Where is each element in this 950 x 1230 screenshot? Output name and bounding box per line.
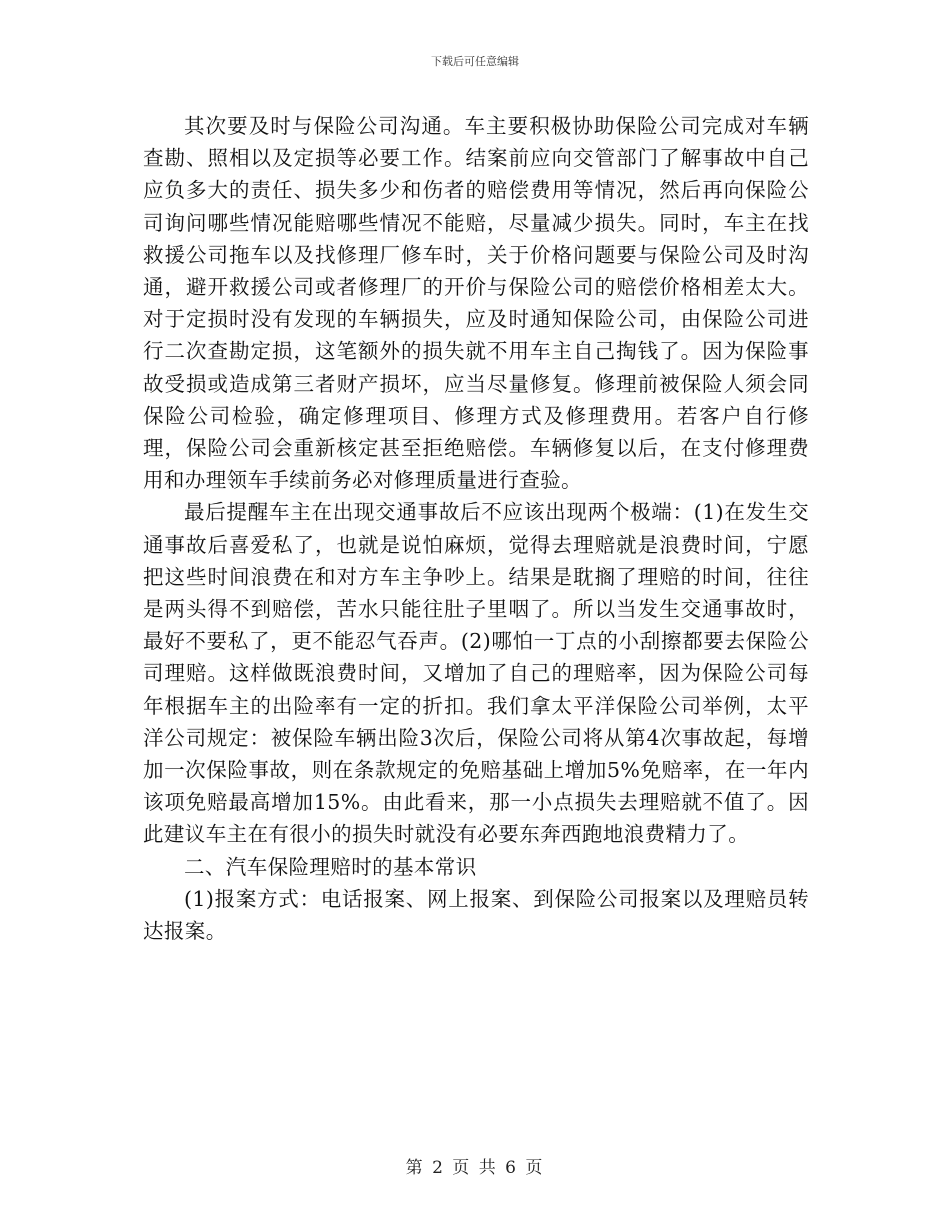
paragraph-two-extremes: 最后提醒车主在出现交通事故后不应该出现两个极端：(1)在发生交通事故后喜爱私了，也就是说怕麻烦，觉得去理赔就是浪费时间，宁愿把这些时间浪费在和对方车主争吵上。结果是耽搁了理赔的时间，往往是两头得不到赔偿，苦水只能往肚子里咽了。所以当发生交通事故时，最好不要私了，更不能忍气吞声。(2)哪怕一丁点的小刮擦都要去保险公司理赔。这样做既浪费时间，又增加了自己的理赔率，因为保险公司每年根据车主的出险率有一定的折扣。我们拿太平洋保险公司举例，太平洋公司规定：被保险车辆出险3次后，保险公司将从第4次事故起，每增加一次保险事故，则在条款规定的免赔基础上增加5%免赔率，在一年内该项免赔最高增加15%。由此看来，那一小点损失去理赔就不值了。因此建议车主在有很小的损失时就没有必要东奔西跑地浪费精力了。	[143, 500, 809, 847]
page-header: 下载后可任意编辑	[431, 55, 519, 68]
section-heading: 二、汽车保险理赔时的基本常识	[184, 854, 477, 879]
page-number: 第 2 页 共 6 页	[405, 1158, 545, 1178]
paragraph-report-methods: (1)报案方式：电话报案、网上报案、到保险公司报案以及理赔员转达报案。	[143, 886, 809, 944]
paragraph-communication: 其次要及时与保险公司沟通。车主要积极协助保险公司完成对车辆查勘、照相以及定损等必要工作。结案前应向交管部门了解事故中自己应负多大的责任、损失多少和伤者的赔偿费用等情况，然后再向保险公司询问哪些情况能赔哪些情况不能赔，尽量减少损失。同时，车主在找救援公司拖车以及找修理厂修车时，关于价格问题要与保险公司及时沟通，避开救援公司或者修理厂的开价与保险公司的赔偿价格相差太大。对于定损时没有发现的车辆损失，应及时通知保险公司，由保险公司进行二次查勘定损，这笔额外的损失就不用车主自己掏钱了。因为保险事故受损或造成第三者财产损坏，应当尽量修复。修理前被保险人须会同保险公司检验，确定修理项目、修理方式及修理费用。若客户自行修理，保险公司会重新核定甚至拒绝赔偿。车辆修复以后，在支付修理费用和办理领车手续前务必对修理质量进行查验。	[143, 114, 809, 493]
document-body	[143, 110, 809, 947]
